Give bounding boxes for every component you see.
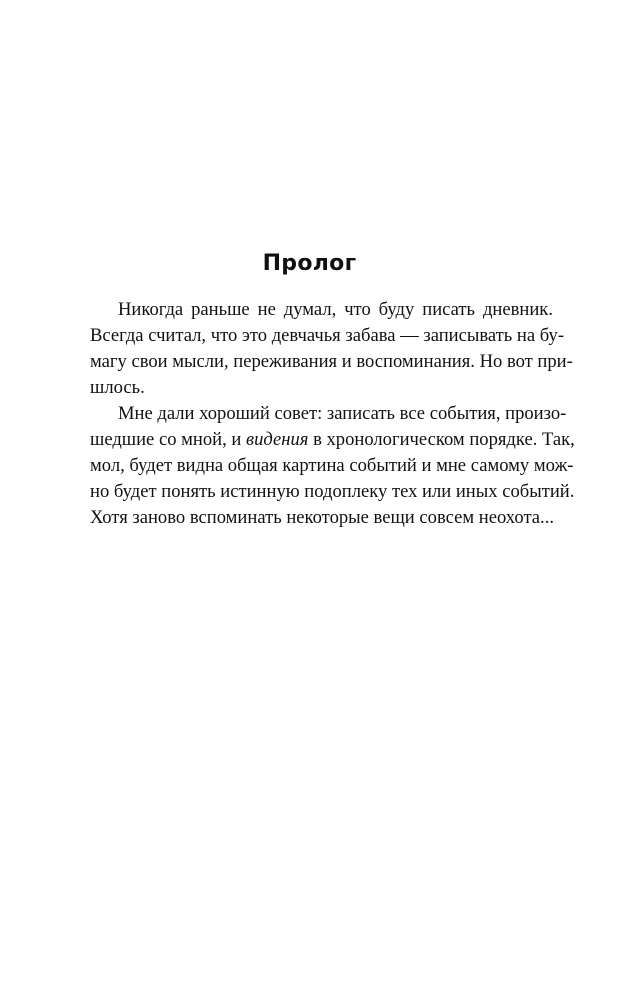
paragraph-2-line-5: Хотя заново вспоминать некоторые вещи совсем неохота... [90,507,554,528]
emphasized-word: видения [246,429,309,450]
paragraph-1-line-3: магу свои мысли, переживания и воспоминания. Но вот при- [90,351,573,372]
paragraph-2-line-2-start: шедшие со мной, и [90,429,247,450]
paragraph-2-line-3: мол, будет видна общая картина событий и мне самому мож- [90,455,574,476]
paragraph-1-line-4: шлось. [90,377,145,398]
paragraph-2-line-2 [90,427,575,453]
paragraph-2-line-4: но будет понять истинную подоплеку тех или иных событий. [90,481,575,502]
paragraph-1-line-2: Всегда считал, что это девчачья забава — записывать на бу- [90,325,565,346]
paragraph-2-line-1: Мне дали хороший совет: записать все события, произо- [118,403,567,424]
paragraph-1-line-1: Никогда раньше не думал, что буду писать дневник. [118,299,553,320]
chapter-title: Пролог [262,251,357,276]
paragraph-2-line-2-end: в хронологическом порядке. Так, [308,429,575,450]
